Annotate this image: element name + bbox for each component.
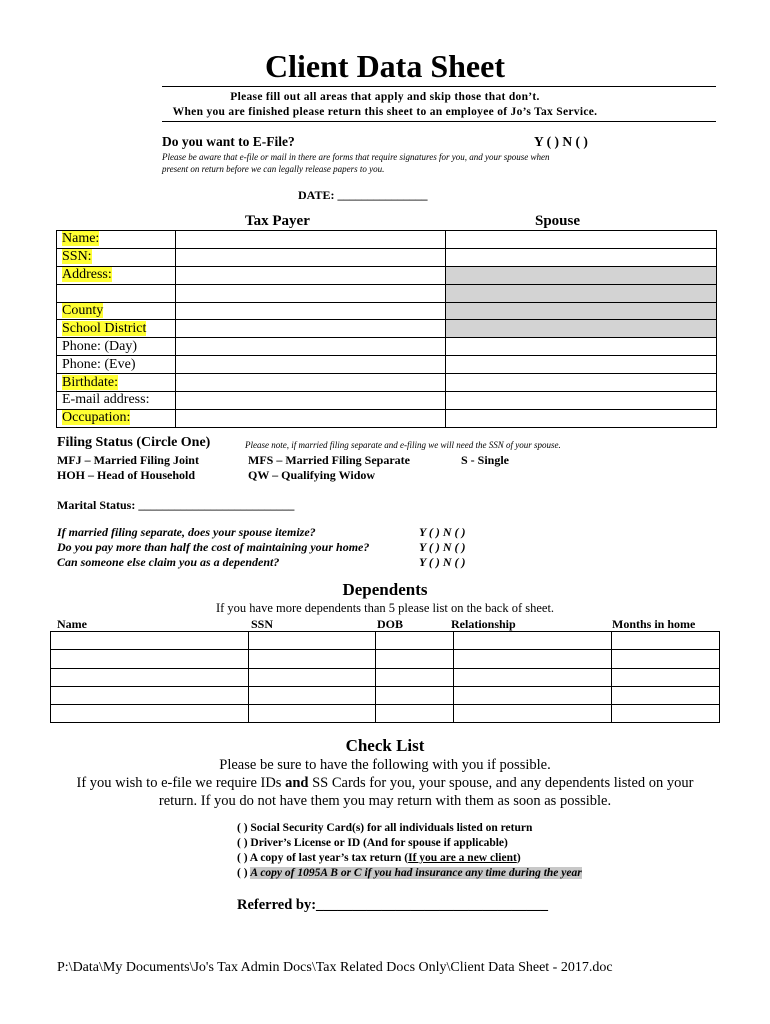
spouse-address-field-shaded [446, 266, 717, 284]
question-spouse-itemize-options[interactable]: Y ( ) N ( ) [419, 525, 466, 539]
taxpayer-address-field[interactable] [176, 266, 446, 284]
taxpayer-name-field[interactable] [176, 231, 446, 249]
dep-dob-cell[interactable] [376, 705, 454, 723]
filing-option-mfs[interactable]: MFS – Married Filing Separate [248, 453, 410, 467]
dep-ssn-cell[interactable] [249, 705, 376, 723]
taxpayer-phone-eve-field[interactable] [176, 356, 446, 374]
dep-name-cell[interactable] [51, 705, 249, 723]
title-rule-bottom [162, 121, 716, 122]
footer-file-path: P:\Data\My Documents\Jo's Tax Admin Docs\Tax Related Docs Only\Client Data Sheet - 2017.doc [57, 960, 613, 975]
dependents-table [50, 631, 720, 723]
col-header-taxpayer: Tax Payer [245, 213, 310, 229]
checklist-heading: Check List [345, 736, 425, 755]
dep-col-dob: DOB [377, 617, 404, 631]
instruction-line-1: Please fill out all areas that apply and skip those that don’t. [230, 91, 540, 103]
dep-col-name: Name [57, 617, 87, 631]
label-school-district: School District [62, 320, 147, 336]
question-spouse-itemize: If married filing separate, does your spouse itemize? [57, 525, 316, 539]
spouse-phone-eve-field[interactable] [446, 356, 717, 374]
question-half-cost-home-options[interactable]: Y ( ) N ( ) [419, 540, 466, 554]
info-row-phone-day [57, 338, 717, 356]
dependent-row [51, 686, 720, 704]
spouse-address-line2-shaded [446, 284, 717, 302]
label-phone-day: Phone: (Day) [57, 338, 176, 356]
dep-ssn-cell[interactable] [249, 686, 376, 704]
spouse-school-district-shaded [446, 320, 717, 338]
dep-months-cell[interactable] [612, 668, 720, 686]
spouse-birthdate-field[interactable] [446, 374, 717, 392]
taxpayer-birthdate-field[interactable] [176, 374, 446, 392]
taxpayer-occupation-field[interactable] [176, 409, 446, 427]
checklist-line-2: If you wish to e-file we require IDs and SS Cards for you, your spouse, and any dependents listed on your [76, 775, 694, 791]
filing-option-qw[interactable]: QW – Qualifying Widow [248, 468, 376, 482]
dep-relationship-cell[interactable] [454, 668, 612, 686]
taxpayer-ssn-field[interactable] [176, 248, 446, 266]
checklist-line-1: Please be sure to have the following with you if possible. [219, 757, 551, 773]
dep-dob-cell[interactable] [376, 632, 454, 650]
label-email: E-mail address: [57, 392, 176, 410]
dep-name-cell[interactable] [51, 686, 249, 704]
label-ssn: SSN: [62, 249, 92, 265]
info-row-birthdate [57, 374, 717, 392]
dep-name-cell[interactable] [51, 650, 249, 668]
label-birthdate: Birthdate: [62, 374, 118, 390]
dependents-heading: Dependents [342, 580, 428, 599]
title-rule-top [162, 86, 716, 87]
taxpayer-county-field[interactable] [176, 302, 446, 320]
dependent-row [51, 668, 720, 686]
filing-option-hoh[interactable]: HOH – Head of Household [57, 468, 196, 482]
spouse-ssn-field[interactable] [446, 248, 717, 266]
checklist-line-3: return. If you do not have them you may return with them as soon as possible. [158, 793, 612, 809]
question-claim-dependent-options[interactable]: Y ( ) N ( ) [419, 555, 466, 569]
dep-months-cell[interactable] [612, 686, 720, 704]
dependent-row [51, 632, 720, 650]
filing-status-note: Please note, if married filing separate and e-filing we will need the SSN of your spouse. [245, 440, 561, 450]
label-name: Name: [62, 231, 100, 247]
dep-relationship-cell[interactable] [454, 650, 612, 668]
spouse-occupation-field[interactable] [446, 409, 717, 427]
referred-by-field[interactable]: Referred by:________________________________ [237, 897, 549, 913]
dep-ssn-cell[interactable] [249, 668, 376, 686]
filing-option-single[interactable]: S - Single [461, 453, 510, 467]
info-row-phone-eve [57, 356, 717, 374]
dep-months-cell[interactable] [612, 632, 720, 650]
spouse-phone-day-field[interactable] [446, 338, 717, 356]
label-occupation: Occupation: [62, 410, 131, 426]
dep-relationship-cell[interactable] [454, 686, 612, 704]
dependent-row [51, 705, 720, 723]
info-row-ssn [57, 248, 717, 266]
dep-col-relationship: Relationship [451, 617, 516, 631]
taxpayer-school-district-field[interactable] [176, 320, 446, 338]
label-county: County [62, 303, 104, 318]
info-row-address-2 [57, 284, 717, 302]
dep-ssn-cell[interactable] [249, 632, 376, 650]
spouse-county-shaded [446, 302, 717, 320]
efile-options[interactable]: Y ( ) N ( ) [534, 134, 588, 149]
question-half-cost-home: Do you pay more than half the cost of maintaining your home? [57, 540, 370, 554]
info-row-name [57, 231, 717, 249]
page-title: Client Data Sheet [265, 48, 505, 84]
checklist-item-ss-cards[interactable]: ( ) Social Security Card(s) for all individuals listed on return [237, 822, 533, 834]
dep-dob-cell[interactable] [376, 650, 454, 668]
filing-option-mfj[interactable]: MFJ – Married Filing Joint [57, 453, 199, 467]
info-row-occupation [57, 409, 717, 427]
dep-months-cell[interactable] [612, 650, 720, 668]
checklist-item-drivers-license[interactable]: ( ) Driver’s License or ID (And for spouse if applicable) [237, 837, 508, 849]
dep-ssn-cell[interactable] [249, 650, 376, 668]
col-header-spouse: Spouse [535, 213, 581, 229]
taxpayer-phone-day-field[interactable] [176, 338, 446, 356]
client-info-table [56, 230, 717, 428]
info-row-county [57, 302, 717, 320]
dep-col-ssn: SSN [251, 617, 274, 631]
filing-status-heading: Filing Status (Circle One) [57, 435, 211, 450]
efile-note-2: present on return before we can legally release papers to you. [162, 164, 385, 174]
label-address: Address: [62, 267, 112, 283]
instruction-line-2: When you are finished please return this sheet to an employee of Jo’s Tax Service. [172, 106, 598, 118]
checklist-item-1095[interactable]: ( ) A copy of 1095A B or C if you had insurance any time during the year [237, 867, 582, 879]
marital-status-field[interactable]: Marital Status: __________________________ [57, 498, 295, 512]
efile-note-1: Please be aware that e-file or mail in there are forms that require signatures for you, and your spouse when [162, 152, 550, 162]
info-row-school-district [57, 320, 717, 338]
checklist-item-last-year-return[interactable]: ( ) A copy of last year’s tax return (If you are a new client) [237, 852, 521, 864]
spouse-name-field[interactable] [446, 231, 717, 249]
dep-col-months: Months in home [612, 617, 696, 631]
info-row-email [57, 392, 717, 410]
question-claim-dependent: Can someone else claim you as a dependent? [57, 555, 280, 569]
dep-dob-cell[interactable] [376, 668, 454, 686]
dependent-row [51, 650, 720, 668]
dep-dob-cell[interactable] [376, 686, 454, 704]
taxpayer-address-line2-field[interactable] [176, 284, 446, 302]
info-row-address [57, 266, 717, 284]
label-phone-eve: Phone: (Eve) [57, 356, 176, 374]
taxpayer-email-field[interactable] [176, 392, 446, 410]
dep-months-cell[interactable] [612, 705, 720, 723]
efile-question: Do you want to E-File? [162, 134, 295, 149]
label-blank [57, 284, 176, 302]
dep-relationship-cell[interactable] [454, 632, 612, 650]
dep-name-cell[interactable] [51, 668, 249, 686]
dep-name-cell[interactable] [51, 632, 249, 650]
dep-relationship-cell[interactable] [454, 705, 612, 723]
date-field[interactable]: DATE: _______________ [298, 188, 428, 202]
spouse-email-field[interactable] [446, 392, 717, 410]
dependents-subtitle: If you have more dependents than 5 please list on the back of sheet. [215, 601, 555, 615]
